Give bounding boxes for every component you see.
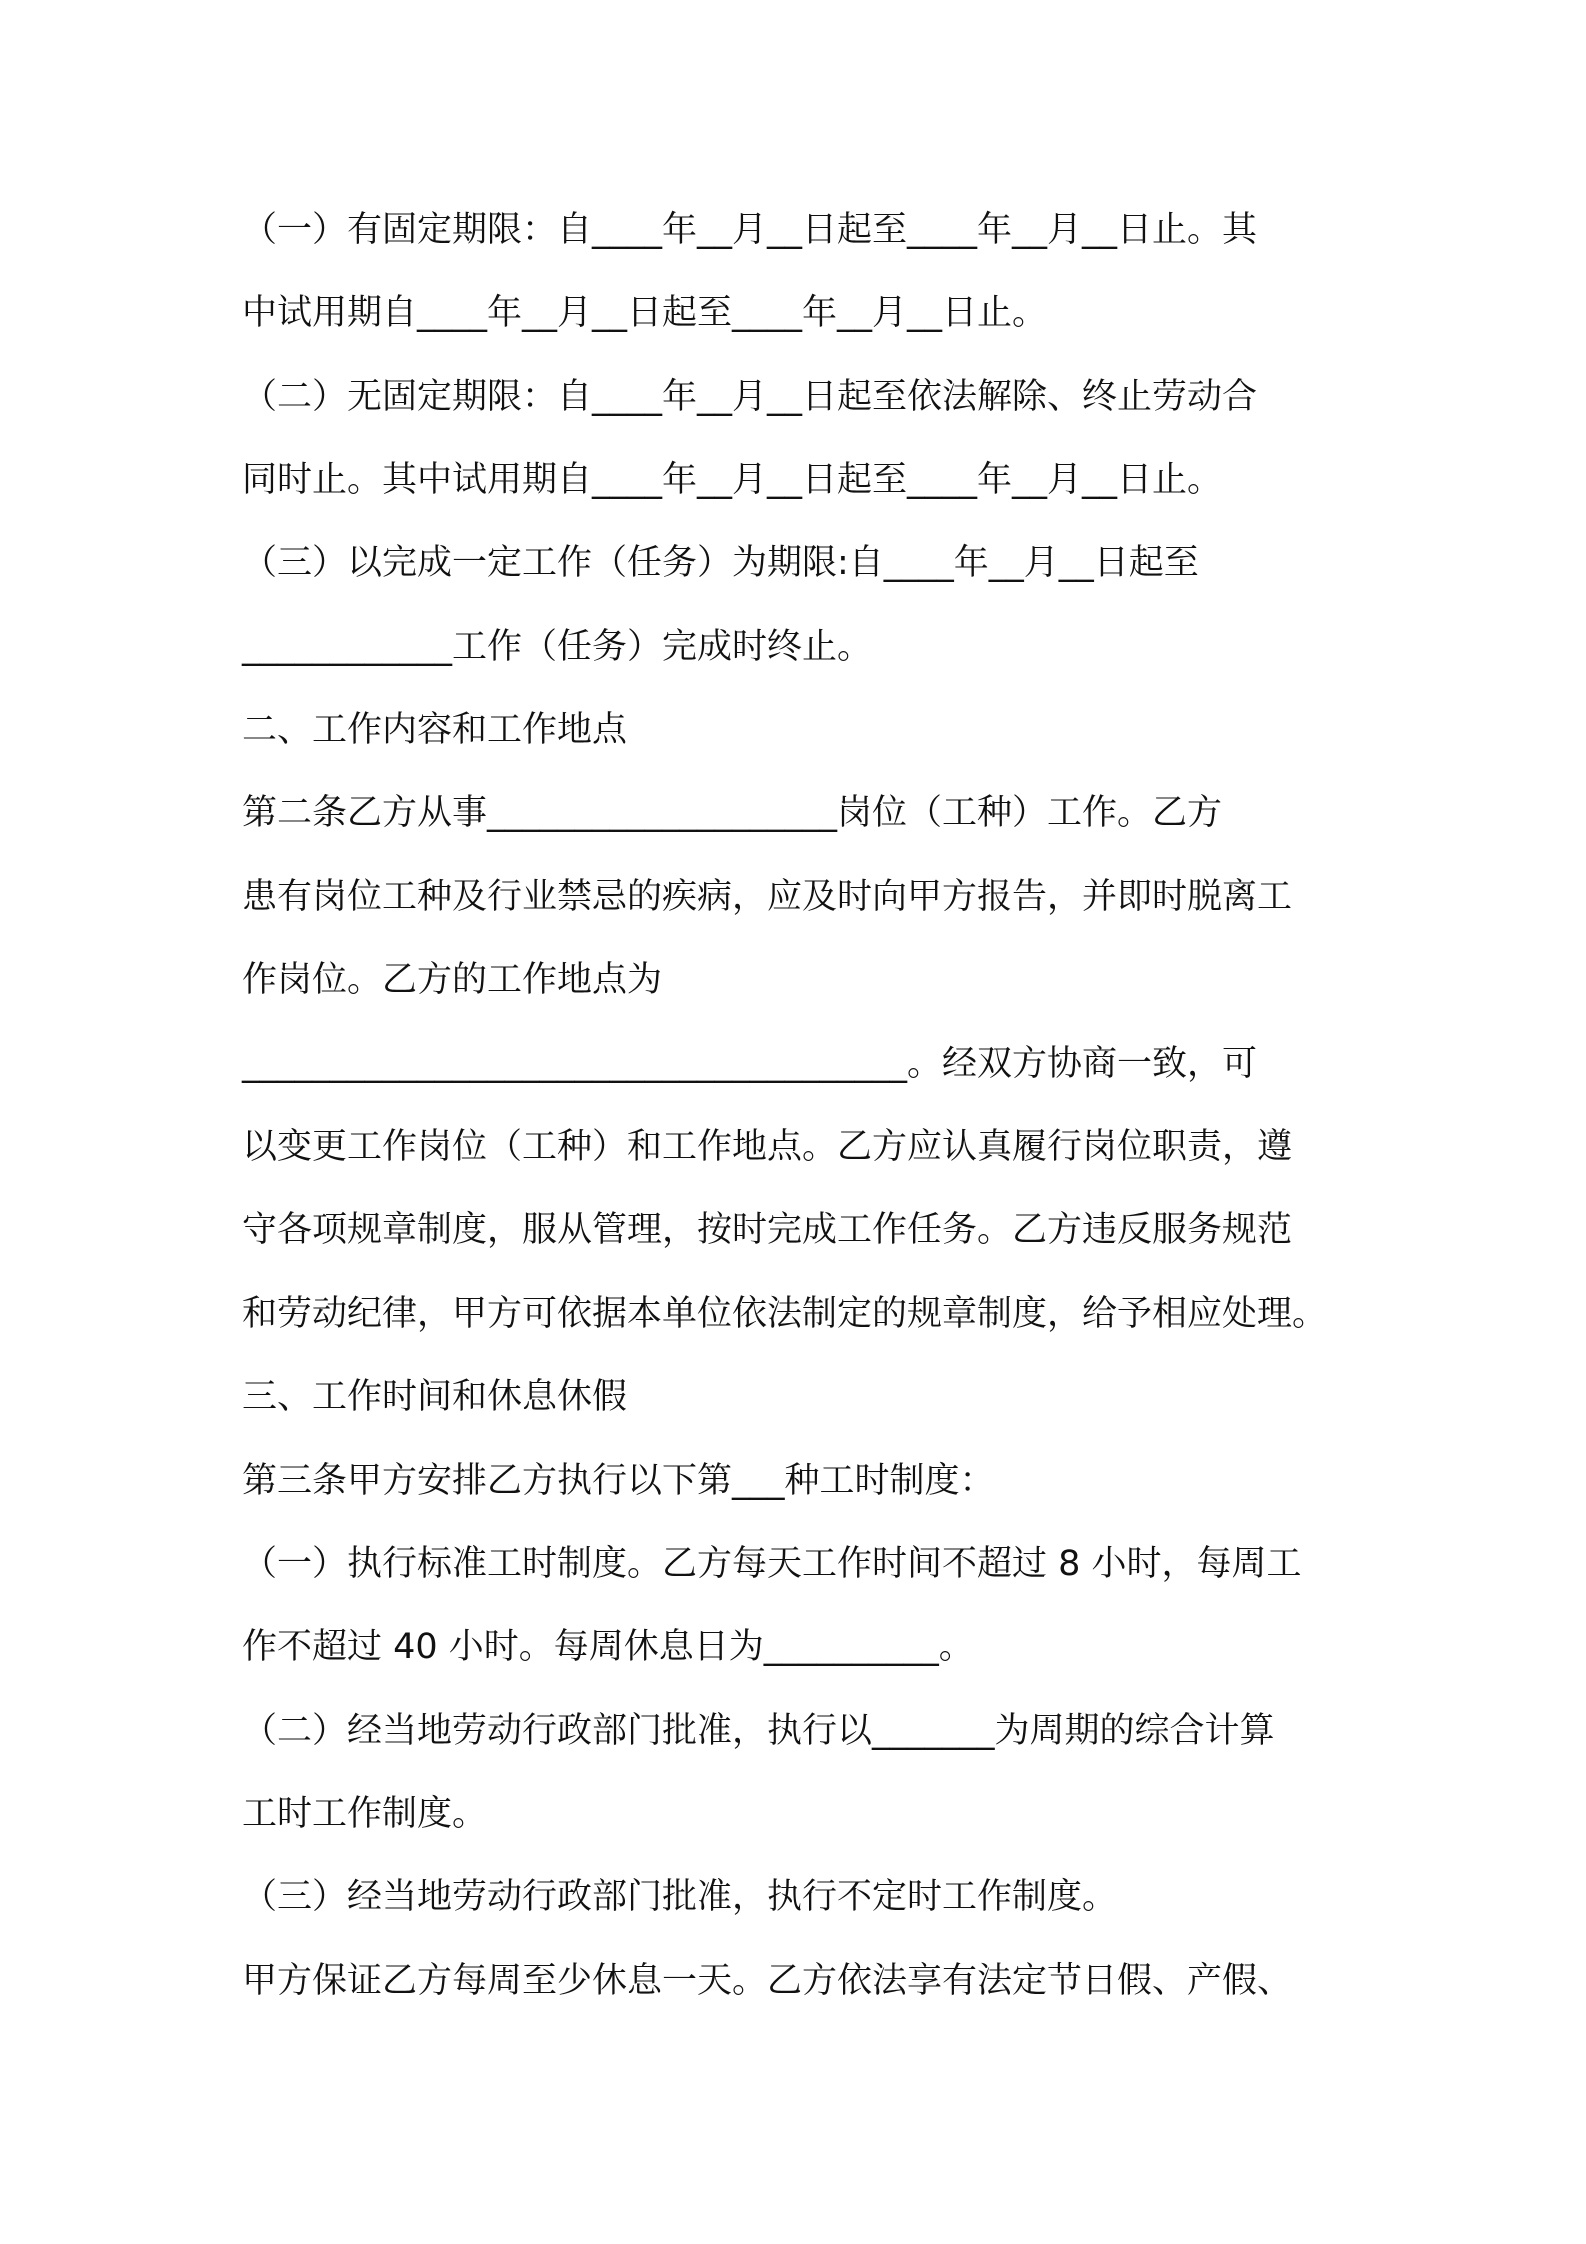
- text-line: ______________________________________。经双方协商一致，可: [242, 1044, 1258, 1084]
- section-heading: 三、工作时间和休息休假: [242, 1377, 628, 1417]
- text-line: （一）执行标准工时制度。乙方每天工作时间不超过 8 小时，每周工: [242, 1544, 1302, 1584]
- text-line: 第三条甲方安排乙方执行以下第___种工时制度：: [242, 1461, 995, 1501]
- text-line: （三）以完成一定工作（任务）为期限:自____年__月__日起至: [242, 543, 1199, 583]
- text-line: 作不超过 40 小时。每周休息日为__________。: [242, 1627, 974, 1667]
- text-line: 患有岗位工种及行业禁忌的疾病，应及时向甲方报告，并即时脱离工: [242, 877, 1293, 917]
- text-line: ____________工作（任务）完成时终止。: [242, 627, 873, 667]
- text-line: 同时止。其中试用期自____年__月__日起至____年__月__日止。: [242, 460, 1223, 500]
- text-line: 守各项规章制度，服从管理，按时完成工作任务。乙方违反服务规范: [242, 1210, 1293, 1250]
- text-line: 和劳动纪律，甲方可依据本单位依法制定的规章制度，给予相应处理。: [242, 1294, 1328, 1334]
- text-line: 甲方保证乙方每周至少休息一天。乙方依法享有法定节日假、产假、: [242, 1961, 1293, 2001]
- text-line: 工时工作制度。: [242, 1794, 488, 1834]
- text-line: （二）经当地劳动行政部门批准，执行以_______为周期的综合计算: [242, 1711, 1275, 1751]
- section-heading: 二、工作内容和工作地点: [242, 710, 628, 750]
- text-line: （一）有固定期限：自____年__月__日起至____年__月__日止。其: [242, 210, 1258, 250]
- text-line: 第二条乙方从事____________________岗位（工种）工作。乙方: [242, 793, 1223, 833]
- text-line: 作岗位。乙方的工作地点为: [242, 960, 663, 1000]
- text-line: 以变更工作岗位（工种）和工作地点。乙方应认真履行岗位职责，遵: [242, 1127, 1293, 1167]
- text-line: （三）经当地劳动行政部门批准，执行不定时工作制度。: [242, 1877, 1118, 1917]
- text-line: （二）无固定期限：自____年__月__日起至依法解除、终止劳动合: [242, 377, 1258, 417]
- text-line: 中试用期自____年__月__日起至____年__月__日止。: [242, 293, 1048, 333]
